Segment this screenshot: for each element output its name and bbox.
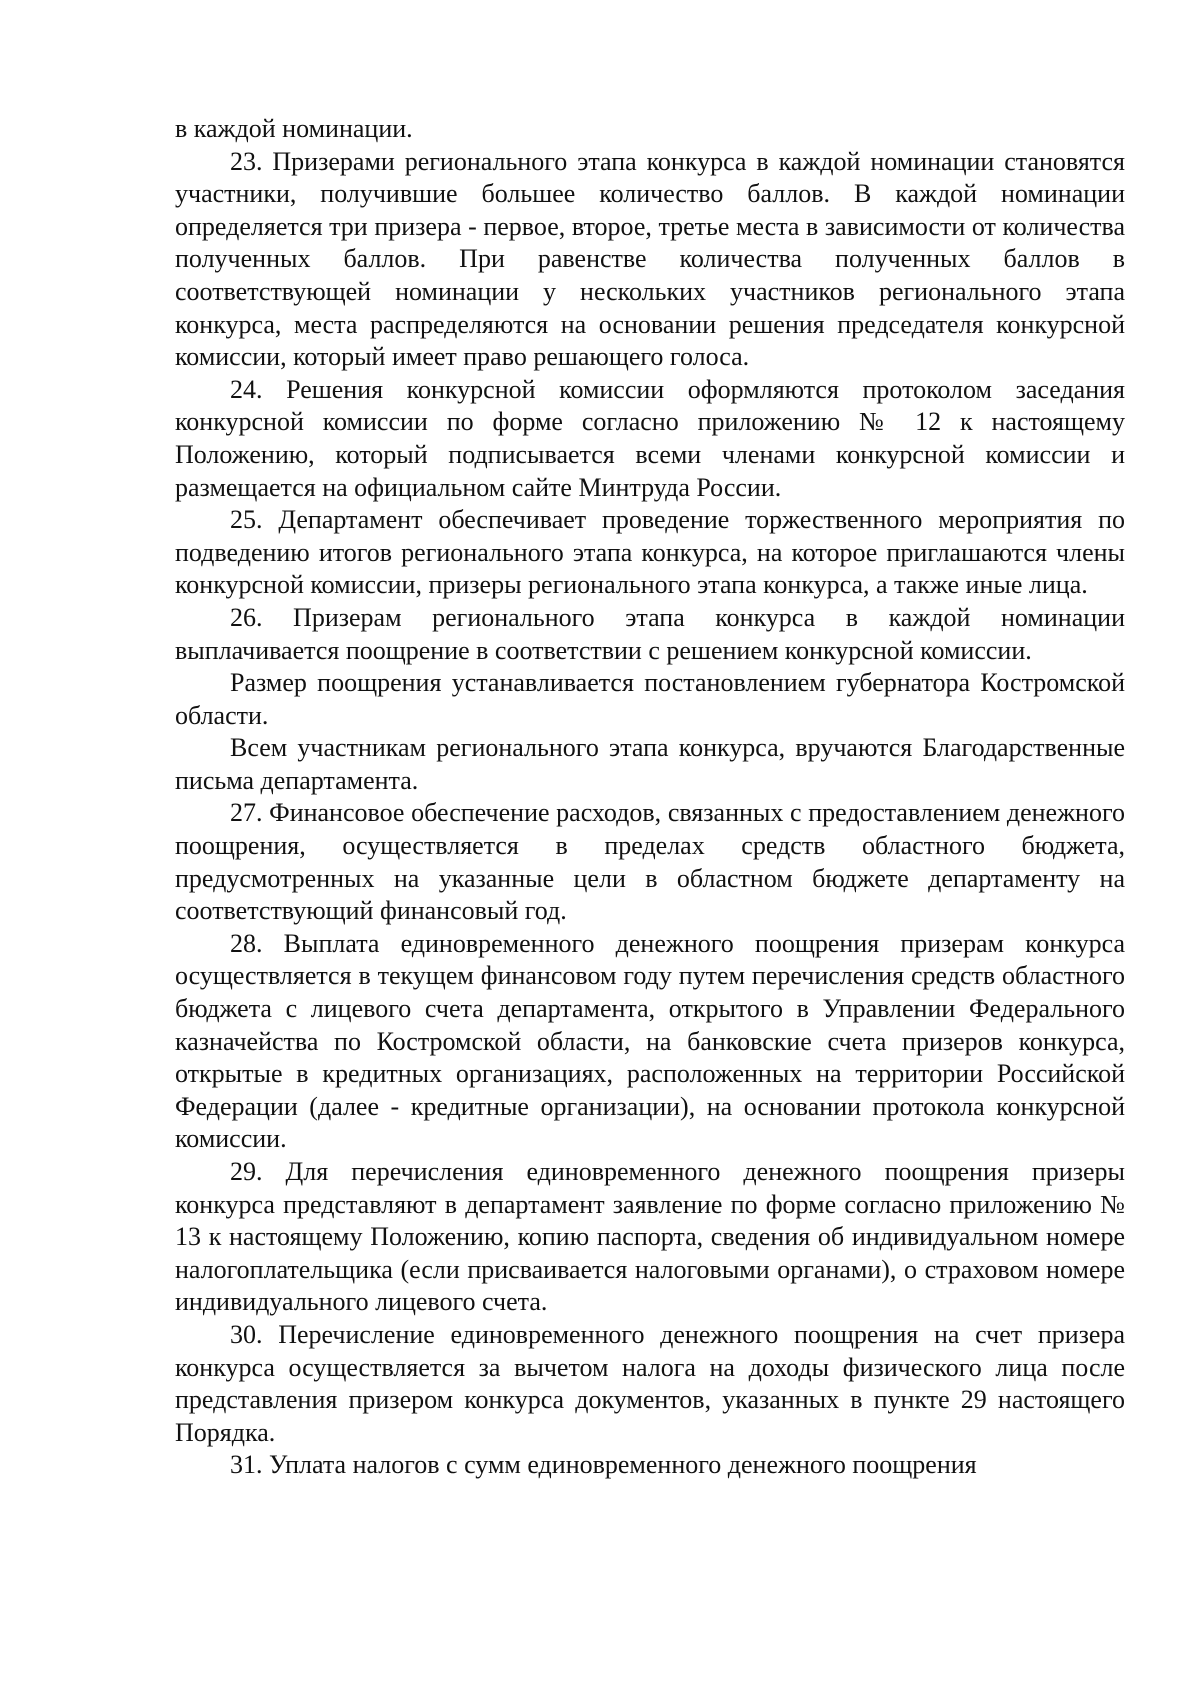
paragraph-24: 24. Решения конкурсной комиссии оформляются протоколом заседания конкурсной комиссии по форме согласно приложению № 12 к настоящему Положению, который подписывается всеми членами конкурсной комиссии и размещается на официальном сайте Минтруда России.: [175, 374, 1125, 502]
paragraph-28: 28. Выплата единовременного денежного поощрения призерам конкурса осуществляется в текущем финансовом году путем перечисления средств областного бюджета с лицевого счета департамента, открытого в Управлении Федерального казначейства по Костромской области, на банковские счета призеров конкурса, открытые в кредитных организациях, расположенных на территории Российской Федерации (далее - кредитные организации), на основании протокола конкурсной комиссии.: [175, 928, 1125, 1154]
paragraph-continuation: в каждой номинации.: [175, 114, 413, 143]
paragraph-25: 25. Департамент обеспечивает проведение торжественного мероприятия по подведению итогов регионального этапа конкурса, на которое приглашаются члены конкурсной комиссии, призеры регионального этапа конкурса, а также иные лица.: [175, 505, 1125, 600]
paragraph-31: 31. Уплата налогов с сумм единовременного денежного поощрения: [230, 1450, 977, 1480]
paragraph-23: 23. Призерами регионального этапа конкурса в каждой номинации становятся участники, получившие большее количество баллов. В каждой номинации определяется три призера - первое, второе, третье места в зависимости от количества полученных баллов. При равенстве количества полученных баллов в соответствующей номинации у нескольких участников регионального этапа конкурса, места распределяются на основании решения председателя конкурсной комиссии, который имеет право решающего голоса.: [175, 146, 1125, 372]
document-body: [175, 113, 1125, 1482]
paragraph-26-reward-size: Размер поощрения устанавливается постановлением губернатора Костромской области.: [175, 668, 1125, 730]
paragraph-26-letters: Всем участникам регионального этапа конкурса, вручаются Благодарственные письма департамента.: [175, 733, 1125, 795]
paragraph-27: 27. Финансовое обеспечение расходов, связанных с предоставлением денежного поощрения, осуществляется в пределах средств областного бюджета, предусмотренных на указанные цели в областном бюджете департаменту на соответствующий финансовый год.: [175, 798, 1125, 926]
paragraph-29: 29. Для перечисления единовременного денежного поощрения призеры конкурса представляют в департамент заявление по форме согласно приложению № 13 к настоящему Положению, копию паспорта, сведения об индивидуальном номере налогоплательщика (если присваивается налоговыми органами), о страховом номере индивидуального лицевого счета.: [175, 1157, 1125, 1317]
paragraph-30: 30. Перечисление единовременного денежного поощрения на счет призера конкурса осуществляется за вычетом налога на доходы физического лица после представления призером конкурса документов, указанных в пункте 29 настоящего Порядка.: [175, 1319, 1125, 1447]
paragraph-26: 26. Призерам регионального этапа конкурса в каждой номинации выплачивается поощрение в соответствии с решением конкурсной комиссии.: [175, 602, 1125, 665]
